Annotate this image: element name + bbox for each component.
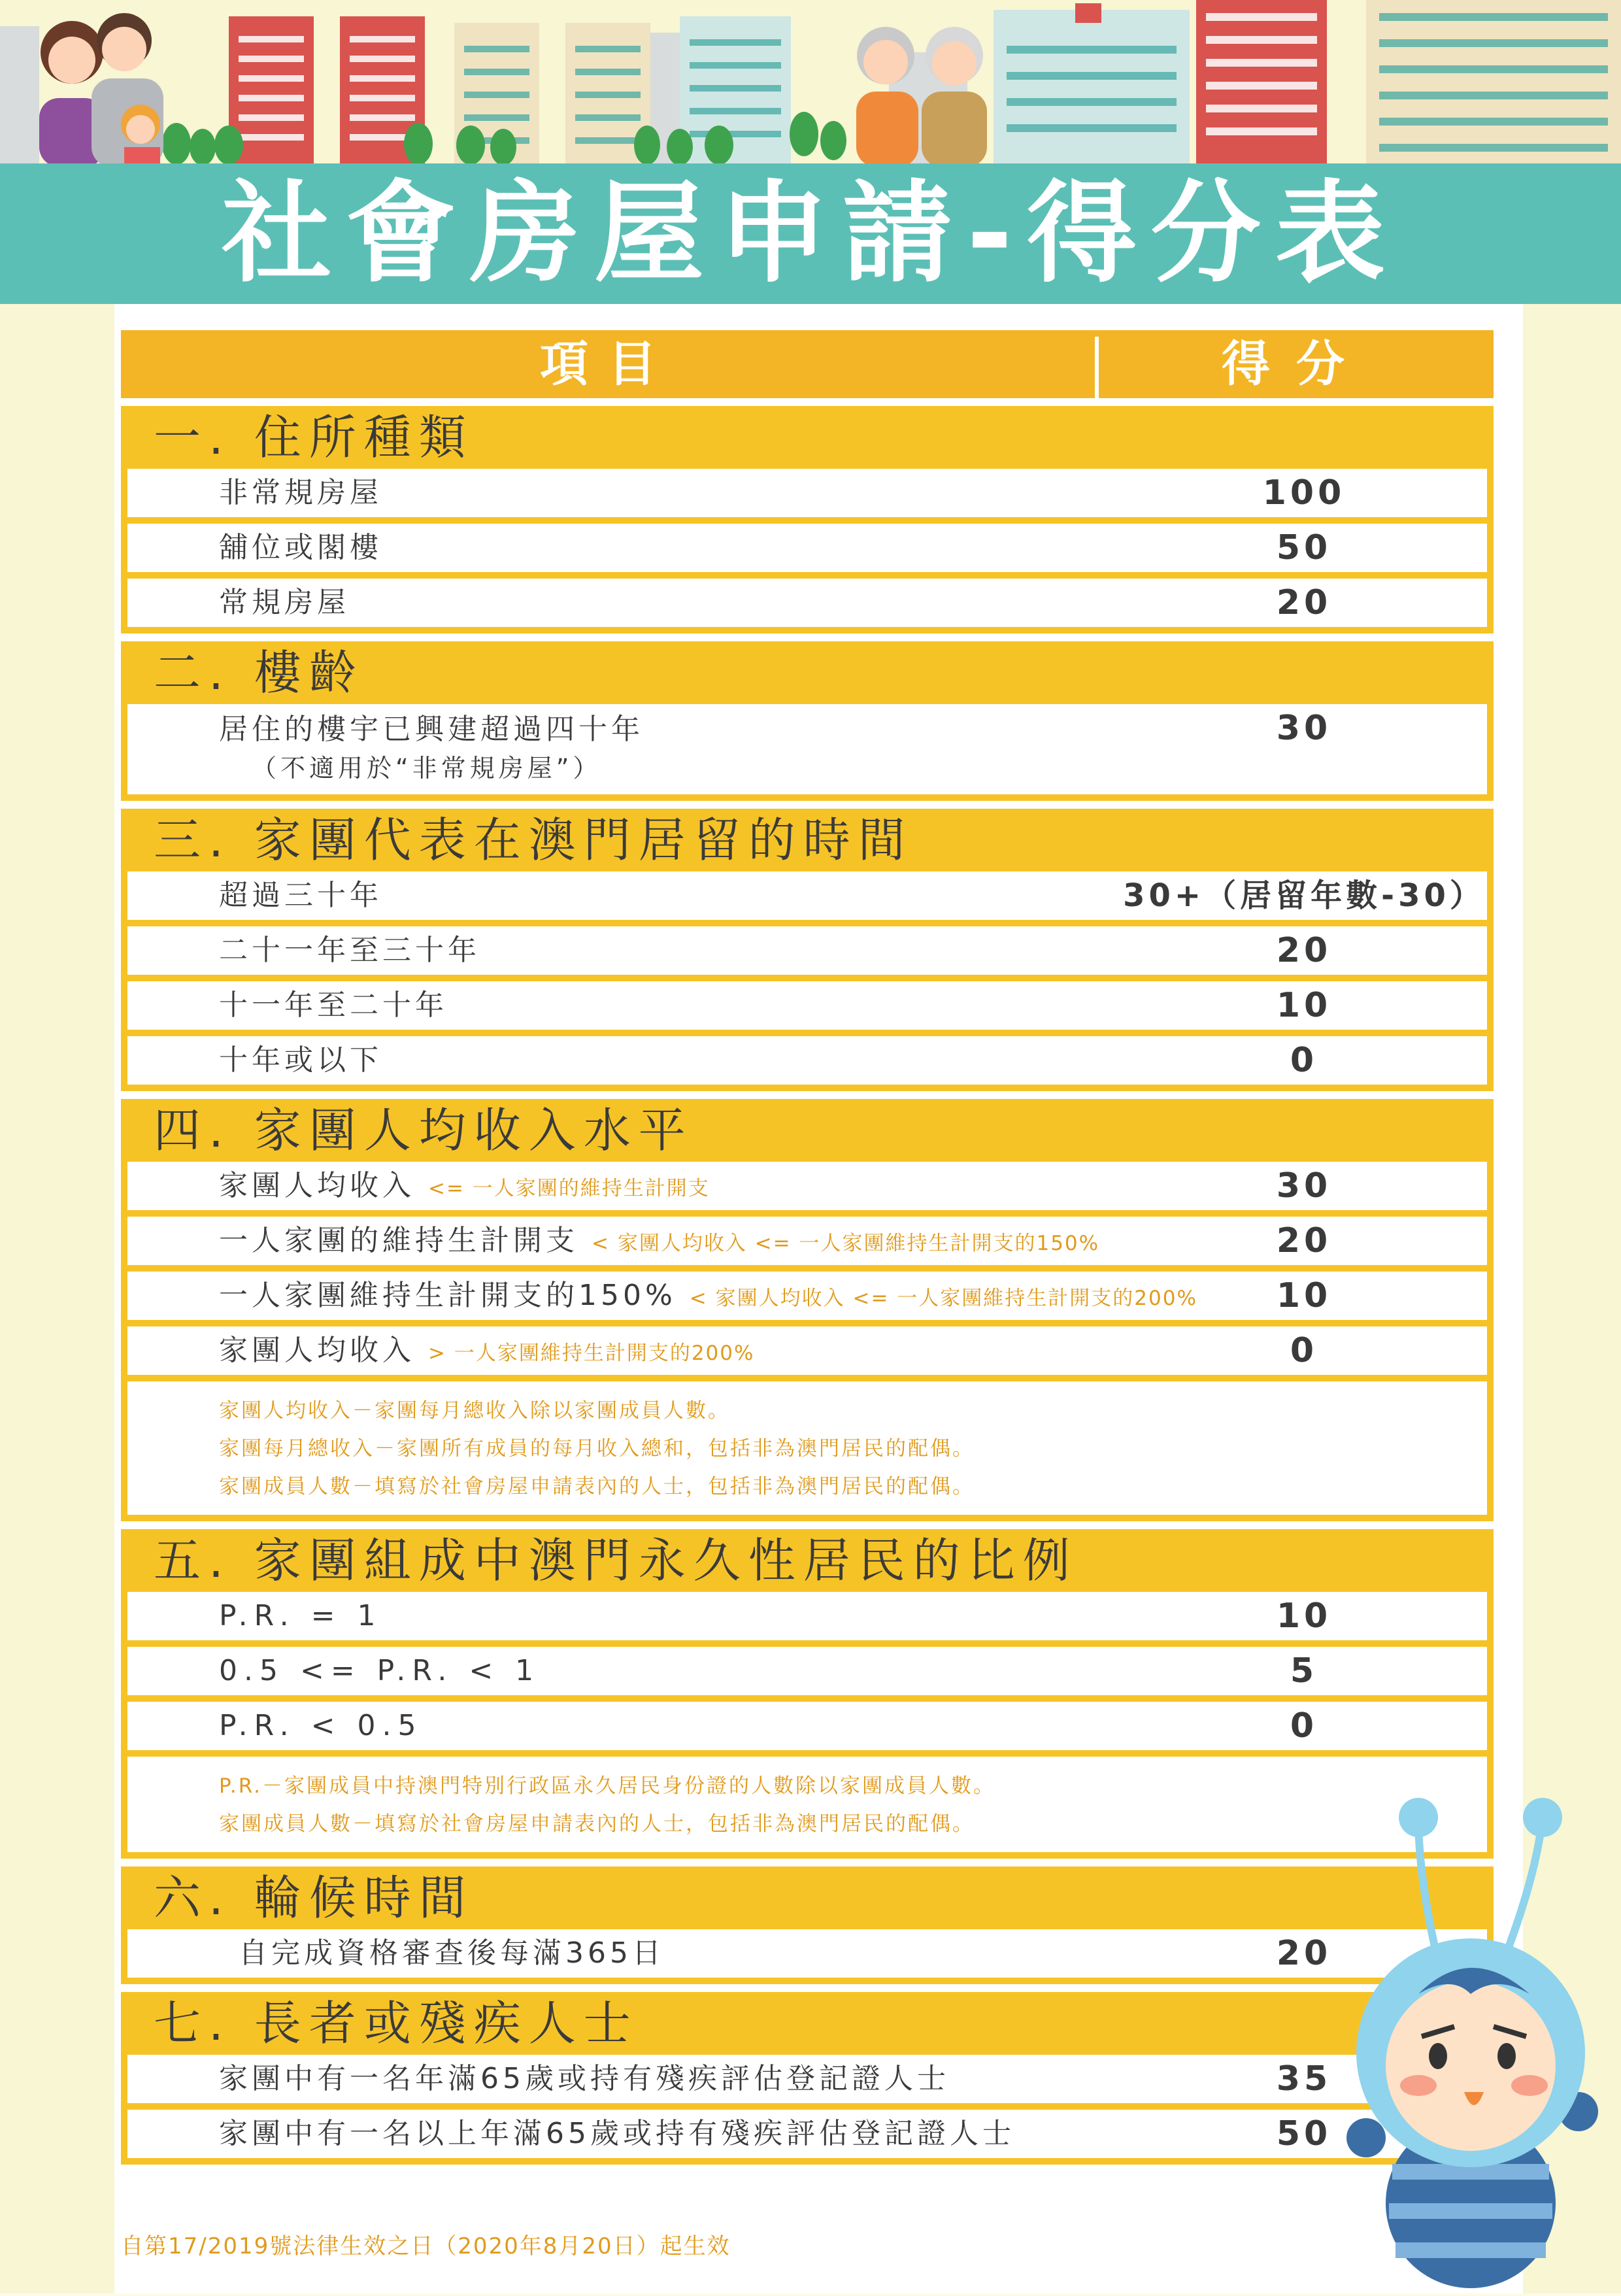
table-row (127, 1036, 1487, 1085)
score-table (121, 330, 1494, 2165)
row-label-main: 家團人均收入 (219, 1334, 415, 1367)
effective-date-note: 自第17/2019號法律生效之日（2020年8月20日）起生效 (121, 2233, 731, 2259)
row-score: 20 (1276, 583, 1332, 622)
row-score: 20 (1276, 1221, 1332, 1260)
bee-mascot-icon (1340, 1798, 1601, 2293)
table-row (127, 2055, 1487, 2103)
section-residence-type (121, 406, 1494, 633)
table-row (127, 704, 1487, 794)
definition-notes (127, 1381, 1487, 1515)
row-label: 家團中有一名以上年滿65歲或持有殘疾評估登記證人士 (219, 2117, 1015, 2150)
table-row (127, 469, 1487, 517)
row-label (219, 1272, 1197, 1323)
table-row (127, 1647, 1487, 1695)
note-line: P.R.－家團成員中持澳門特別行政區永久居民身份證的人數除以家團成員人數。 (219, 1774, 996, 1798)
row-score: 50 (1276, 528, 1332, 567)
bee-mascot-illustration (1340, 1798, 1601, 2293)
row-label-note: （不適用於“非常規房屋”） (252, 754, 602, 783)
row-condition: <= 一人家團的維持生計開支 (428, 1177, 710, 1200)
table-row (127, 981, 1487, 1030)
row-label (219, 1217, 1099, 1268)
section-building-age (121, 641, 1494, 801)
table-row (127, 1272, 1487, 1320)
row-label: 家團中有一名年滿65歲或持有殘疾評估登記證人士 (219, 2062, 950, 2095)
row-label: 十年或以下 (219, 1043, 382, 1077)
section-title: 六. 輪候時間 (154, 1870, 474, 1925)
note-line: 家團成員人數－填寫於社會房屋申請表內的人士，包括非為澳門居民的配偶。 (219, 1475, 975, 1498)
row-label-main: 一人家團維持生計開支的150% (219, 1279, 677, 1312)
row-score: 0 (1290, 1706, 1318, 1746)
section-residence-duration (121, 809, 1494, 1091)
row-score: 10 (1276, 1276, 1332, 1315)
row-score: 0 (1290, 1331, 1318, 1370)
section-title: 五. 家團組成中澳門永久性居民的比例 (154, 1533, 1078, 1588)
row-label: 0.5 <= P.R. < 1 (219, 1654, 541, 1687)
header-item: 項目 (540, 336, 676, 392)
row-score: 100 (1262, 473, 1346, 513)
row-condition: < 家團人均收入 <= 一人家團維持生計開支的200% (689, 1287, 1197, 1310)
section-title: 三. 家團代表在澳門居留的時間 (154, 813, 913, 868)
note-line: 家團成員人數－填寫於社會房屋申請表內的人士，包括非為澳門居民的配偶。 (219, 1812, 975, 1836)
skyline-illustration (0, 0, 1621, 167)
section-permanent-resident-ratio (121, 1529, 1494, 1859)
table-row (127, 2110, 1487, 2158)
table-row (127, 1162, 1487, 1210)
row-score: 0 (1290, 1041, 1318, 1080)
row-score: 5 (1290, 1651, 1318, 1691)
section-title: 七. 長者或殘疾人士 (154, 1996, 639, 2051)
table-row (127, 1929, 1487, 1978)
row-label-main: 居住的樓宇已興建超過四十年 (219, 713, 644, 746)
row-label: 二十一年至三十年 (219, 934, 480, 967)
row-score: 30 (1276, 1166, 1332, 1206)
table-row (127, 524, 1487, 572)
page-title: 社會房屋申請-得分表 (222, 169, 1399, 297)
row-score: 10 (1276, 986, 1332, 1025)
table-row (127, 1217, 1487, 1265)
table-header (121, 330, 1494, 398)
row-label: 非常規房屋 (219, 476, 382, 509)
row-label-main: 一人家團的維持生計開支 (219, 1224, 578, 1257)
table-row (127, 926, 1487, 975)
row-score: 35 (1276, 2059, 1332, 2099)
row-score: 20 (1276, 931, 1332, 970)
note-line: 家團每月總收入－家團所有成員的每月收入總和，包括非為澳門居民的配偶。 (219, 1437, 975, 1460)
row-score: 30+（居留年數-30） (1123, 877, 1485, 914)
row-label-main: 家團人均收入 (219, 1169, 415, 1202)
row-label (219, 1326, 754, 1377)
row-label: 舖位或閣樓 (219, 531, 382, 564)
note-line: 家團人均收入－家團每月總收入除以家團成員人數。 (219, 1399, 730, 1423)
section-income-level (121, 1099, 1494, 1521)
row-label: 超過三十年 (219, 879, 382, 912)
section-waiting-time (121, 1866, 1494, 1984)
section-title: 一. 住所種類 (154, 410, 474, 465)
row-label (219, 1162, 710, 1213)
section-title: 二. 樓齡 (154, 645, 364, 700)
table-row (127, 1326, 1487, 1375)
row-label: 自完成資格審查後每滿365日 (239, 1936, 665, 1970)
row-label: P.R. = 1 (219, 1599, 382, 1632)
row-score: 20 (1276, 1934, 1332, 1973)
row-score: 50 (1276, 2114, 1332, 2153)
table-row (127, 1702, 1487, 1750)
city-buildings-icon (0, 0, 1621, 167)
row-condition: < 家團人均收入 <= 一人家團維持生計開支的150% (592, 1232, 1100, 1255)
table-row (127, 579, 1487, 627)
header-score: 得分 (1222, 336, 1371, 392)
definition-notes (127, 1757, 1487, 1852)
section-title: 四. 家團人均收入水平 (154, 1103, 694, 1158)
table-row (127, 871, 1487, 920)
row-label: 常規房屋 (219, 586, 350, 619)
section-elderly-or-disabled (121, 1992, 1494, 2165)
row-score: 30 (1276, 709, 1332, 748)
row-label (219, 711, 644, 787)
row-score: 10 (1276, 1596, 1332, 1636)
row-label: 十一年至二十年 (219, 988, 448, 1022)
table-row (127, 1592, 1487, 1640)
row-label: P.R. < 0.5 (219, 1709, 423, 1742)
row-condition: > 一人家團維持生計開支的200% (428, 1342, 755, 1365)
